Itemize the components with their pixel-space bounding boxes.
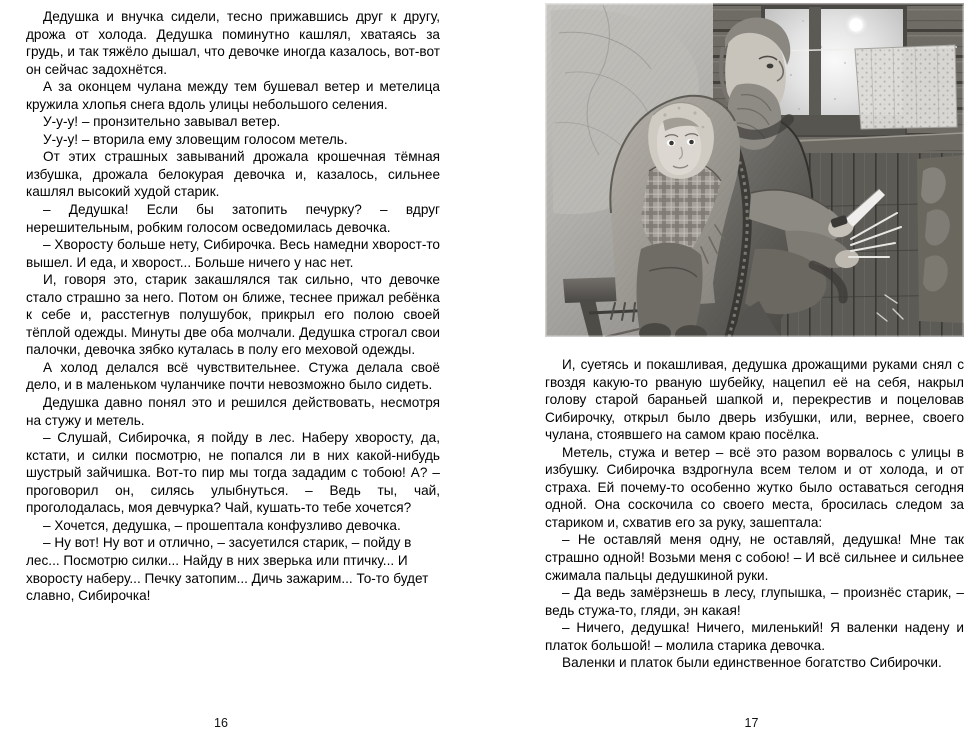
illustration-grandfather-and-girl — [545, 3, 964, 337]
paragraph: У-у-у! – пронзительно завывал ветер. — [43, 114, 281, 130]
paragraph: – Да ведь замёрзнешь в лесу, глупышка, – произнёс старик, – ведь стужа-то, гляди, эн какая! — [545, 585, 964, 618]
paragraph: Валенки и платок были единственное богатство Сибирочки. — [562, 655, 942, 671]
paragraph: От этих страшных завываний дрожала крошечная тёмная избушка, дрожала белокурая девочка и, казалось, сильнее кашлял высокий худой старик. — [26, 149, 440, 200]
paragraph: – Не оставляй меня одну, не оставляй, дедушка! Мне так страшно одной! Возьми меня с собою! – И всё сильнее и сильнее сжимала пальцы дедушкиной руки. — [545, 532, 964, 583]
paragraph: Метель, стужа и ветер – всё это разом ворвалось с улицы в избушку. Сибирочка вздрогнула всем телом и от холода, и от страха. Ей почему-то особенно жутко было оставаться сегодня одной. Она соскочила со своего места, бросилась следом за стариком и, схватив его за руку, зашептала: — [545, 444, 964, 530]
right-page — [545, 0, 964, 740]
page-number-left: 16 — [214, 716, 228, 730]
page-number-right: 17 — [744, 716, 759, 730]
left-page-text — [26, 8, 440, 605]
paragraph: А за оконцем чулана между тем бушевал ветер и метелица кружила хлопья снега вдоль улицы небольшого селения. — [26, 79, 440, 112]
paragraph: А холод делался всё чувствительнее. Стужа делала своё дело, и в маленьком чуланчике почти невозможно было сидеть. — [26, 359, 440, 393]
paragraph: Дедушка и внучка сидели, тесно прижавшись друг к другу, дрожа от холода. Дедушка поминутно кашлял, хватаясь за грудь, и так тяжёло дышал, что девочке иногда казалось, вот-вот он сейчас задохнётся. — [26, 9, 440, 77]
paragraph: – Слушай, Сибирочка, я пойду в лес. Наберу хворосту, да, кстати, и силки посмотрю, не попался ли в них какой-нибудь шустрый зайчишка. Вот-то пир мы тогда зададим с тобою! А? – проговорил он, силясь улыбнуться. – Ведь ты, чай, проголодалась, моя девчурка? Чай, кушать-то тебе хочется? — [26, 430, 440, 516]
paragraph: И, суетясь и покашливая, дедушка дрожащими руками снял с гвоздя какую-то рваную шубейку, нацепил её на себя, накрыл голову старой бараньей шапкой и, перекрестив и поцеловав Сибирочку, открыл было дверь избушки, или, вернее, своего чулана, стоявшего на самом краю посёлка. — [545, 357, 964, 443]
paragraph: Дедушка давно понял это и решился действовать, несмотря на стужу и метель. — [26, 395, 440, 428]
illustration-artwork — [545, 3, 964, 337]
paragraph: У-у-у! – вторила ему зловещим голосом метель. — [43, 131, 348, 147]
paragraph: – Ну вот! Ну вот и отлично, – засуетился старик, – пойду в лес... Посмотрю силки... Найду в них зверька или птичку... И хворосту наберу... Печку затопим... Дичь зажарим... То-то будет славно, Сибирочка! — [26, 535, 429, 604]
paragraph: И, говоря это, старик закашлялся так сильно, что девочке стало страшно за него. Потом он ближе, теснее прижал ребёнка к себе и, расстегнув полушубок, прикрыл его полою своей тёплой одежды. Минуты две оба молчали. Дедушка строгал свои палочки, девочка зябко куталась в полу его меховой одежды. — [26, 272, 440, 358]
paragraph: – Дедушка! Если бы затопить печурку? – вдруг нерешительным, робким голосом осведомилась девочка. — [26, 202, 440, 235]
paragraph: – Хочется, дедушка, – прошептала конфузливо девочка. — [43, 517, 401, 533]
left-page — [26, 0, 440, 740]
right-page-text — [545, 356, 964, 672]
paragraph: – Ничего, дедушка! Ничего, миленький! Я валенки надену и платок большой! – молила старика девочка. — [545, 620, 964, 653]
paragraph: – Хворосту больше нету, Сибирочка. Весь намедни хворост-то вышел. И еда, и хворост... Больше ничего у нас нет. — [26, 237, 440, 270]
